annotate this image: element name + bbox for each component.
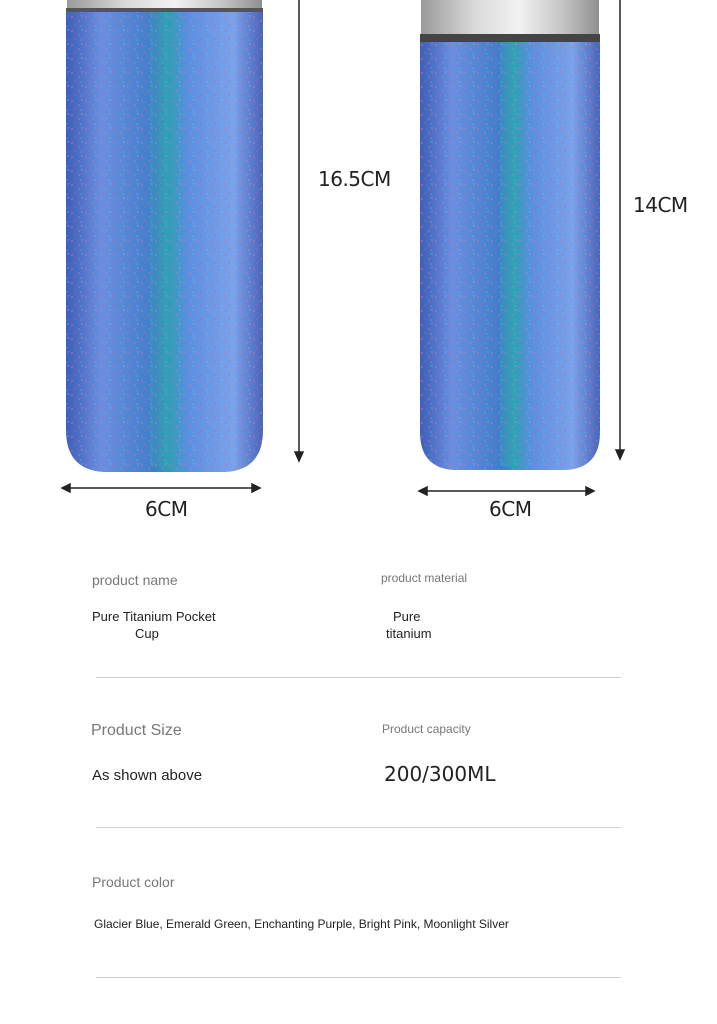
- width-label-small: 6CM: [489, 497, 532, 521]
- small-bottle: [420, 0, 600, 470]
- product-name-line2: Cup: [135, 626, 159, 641]
- product-material-label: product material: [381, 571, 468, 585]
- height-label-large: 16.5CM: [318, 167, 391, 191]
- divider: [96, 677, 621, 678]
- product-name-label: product name: [92, 572, 178, 588]
- height-label-small: 14CM: [633, 193, 688, 217]
- height-arrow-small: [616, 0, 624, 459]
- product-size-label: Product Size: [91, 722, 182, 739]
- product-color-value: Glacier Blue, Emerald Green, Enchanting Purple, Bright Pink, Moonlight Silver: [94, 917, 509, 931]
- width-arrow-small: [419, 487, 594, 495]
- product-name-line1: Pure Titanium Pocket: [92, 609, 216, 624]
- divider: [96, 977, 621, 978]
- product-material-line1: Pure: [393, 609, 421, 624]
- product-capacity-label: Product capacity: [382, 722, 471, 736]
- product-size-value: As shown above: [92, 767, 203, 784]
- height-arrow-large: [295, 0, 303, 461]
- width-label-large: 6CM: [145, 497, 188, 521]
- large-bottle: [66, 0, 263, 472]
- width-arrow-large: [62, 484, 260, 492]
- divider: [96, 827, 621, 828]
- product-capacity-value: 200/300ML: [384, 762, 496, 786]
- product-color-label: Product color: [92, 874, 175, 890]
- product-material-line2: titanium: [386, 626, 432, 641]
